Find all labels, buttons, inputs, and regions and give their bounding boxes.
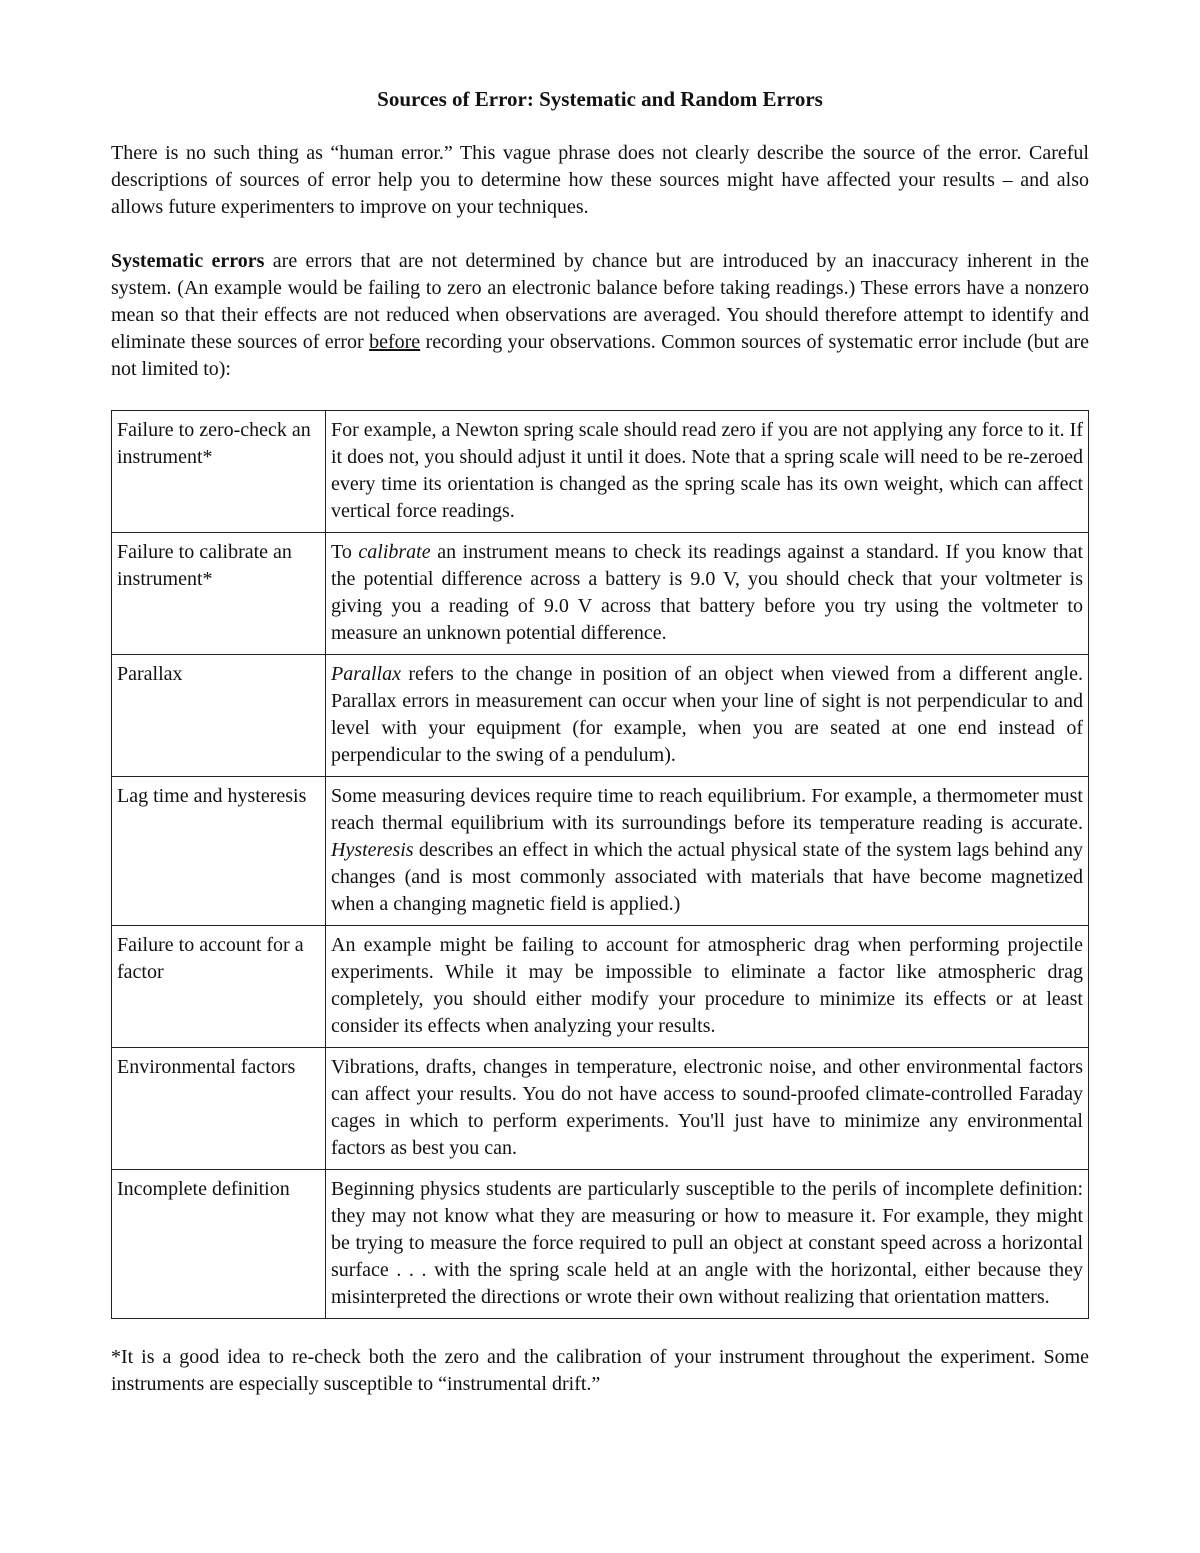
row-label: Failure to calibrate an instrument* [112, 533, 326, 655]
row-label: Failure to zero-check an instrument* [112, 411, 326, 533]
row-label: Environmental factors [112, 1048, 326, 1170]
intro-paragraph: There is no such thing as “human error.” This vague phrase does not clearly describe the source of the error. Careful descriptions of sources of error help you to determine how these sources might have affected your results – and also allows future experimenters to improve on your techniques. [111, 142, 1089, 218]
table-row [112, 655, 1089, 777]
footnote: *It is a good idea to re-check both the zero and the calibration of your instrument throughout the experiment. Some instruments are especially susceptible to “instrumental drift.” [111, 1346, 1089, 1395]
row-description-post: refers to the change in position of an object when viewed from a different angle. Parallax errors in measurement can occur when your line of sight is not perpendicular to and level with your equipment (for example, when you are seated at one end instead of perpendicular to the swing of a pendulum). [331, 663, 1083, 766]
table-row [112, 1170, 1089, 1319]
table-row [112, 1048, 1089, 1170]
systematic-text-2: recording your observations. Common sources of systematic error include (but are not limited to): [111, 331, 1089, 380]
table-row [112, 777, 1089, 926]
row-label: Parallax [112, 655, 326, 777]
systematic-errors-term: Systematic errors [111, 250, 265, 272]
row-description [326, 655, 1089, 777]
row-description-post: an instrument means to check its readings against a standard. If you know that the potential difference across a battery is 9.0 V, you should check that your voltmeter is giving you a reading of 9.0 V across that battery before you try using the voltmeter to measure an unknown potential difference. [331, 541, 1084, 644]
table-row [112, 533, 1089, 655]
row-description: An example might be failing to account for atmospheric drag when performing projectile experiments. While it may be impossible to eliminate a factor like atmospheric drag completely, you should either modify your procedure to minimize its effects or at least consider its effects when analyzing your results. [326, 926, 1089, 1048]
row-label: Lag time and hysteresis [112, 777, 326, 926]
error-sources-table [111, 410, 1089, 1319]
row-description: Vibrations, drafts, changes in temperature, electronic noise, and other environmental factors can affect your results. You do not have access to sound-proofed climate-controlled Faraday cages in which to perform experiments. You'll just have to minimize any environmental factors as best you can. [326, 1048, 1089, 1170]
systematic-text-1: are errors that are not determined by chance but are introduced by an inaccuracy inherent in the system. (An example would be failing to zero an electronic balance before taking readings.) These errors have a nonzero mean so that their effects are not reduced when observations are averaged. You should therefore attempt to identify and eliminate these sources of error [111, 250, 1089, 353]
row-description [326, 777, 1089, 926]
row-description-em: Parallax [331, 663, 401, 685]
row-description-em: Hysteresis [331, 839, 414, 861]
page-title: Sources of Error: Systematic and Random Errors [377, 87, 823, 111]
document-page [111, 86, 1089, 1418]
row-description-em: calibrate [358, 541, 431, 563]
row-description-pre: To [331, 541, 359, 563]
systematic-errors-paragraph [111, 248, 1089, 383]
row-description [326, 533, 1089, 655]
row-description: Beginning physics students are particularly susceptible to the perils of incomplete definition: they may not know what they are measuring or how to measure it. For example, they might be trying to measure the force required to pull an object at constant speed across a horizontal surface . . . with the spring scale held at an angle with the horizontal, either because they misinterpreted the directions or wrote their own without realizing that orientation matters. [326, 1170, 1089, 1319]
row-description-post: describes an effect in which the actual physical state of the system lags behind any changes (and is most commonly associated with materials that have become magnetized when a changing magnetic field is applied.) [331, 839, 1083, 915]
table-row [112, 411, 1089, 533]
systematic-underlined: before [369, 331, 421, 353]
row-description: For example, a Newton spring scale should read zero if you are not applying any force to it. If it does not, you should adjust it until it does. Note that a spring scale will need to be re-zeroed every time its orientation is changed as the spring scale has its own weight, which can affect vertical force readings. [326, 411, 1089, 533]
table-row [112, 926, 1089, 1048]
row-description-pre: Some measuring devices require time to reach equilibrium. For example, a thermometer must reach thermal equilibrium with its surroundings before its temperature reading is accurate. [331, 785, 1083, 834]
row-label: Incomplete definition [112, 1170, 326, 1319]
row-label: Failure to account for a factor [112, 926, 326, 1048]
